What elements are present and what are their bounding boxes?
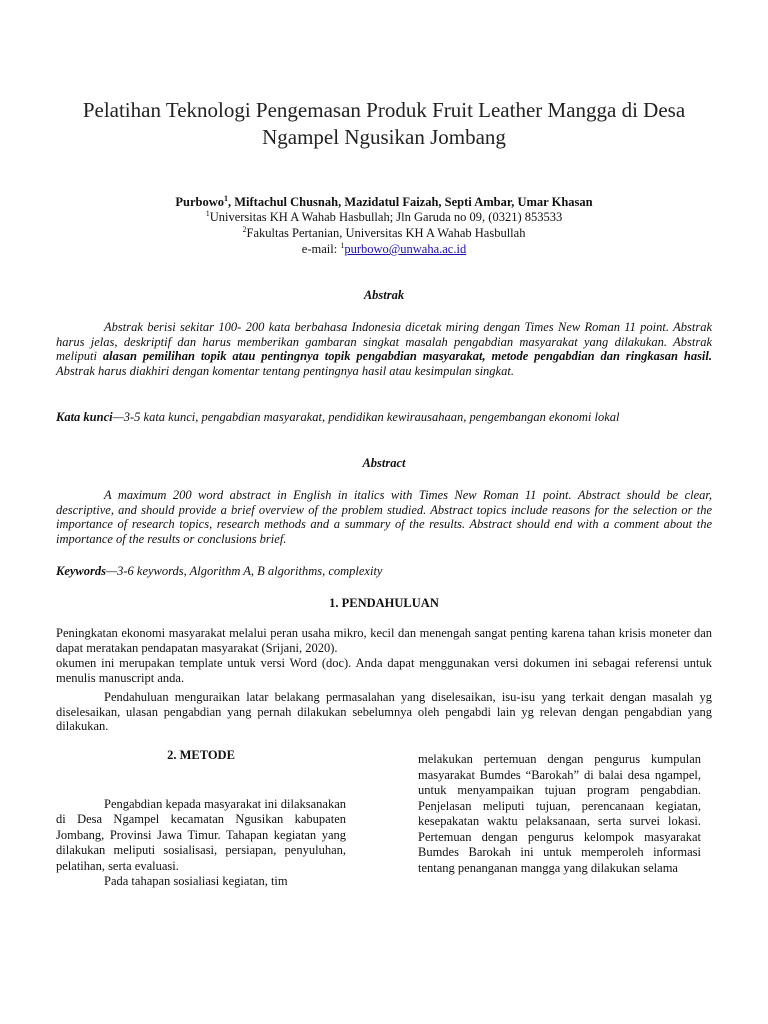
pendahuluan-paragraph-2: okumen ini merupakan template untuk versi Word (doc). Anda dapat menggunakan versi dokumen ini sebagai referensi untuk menulis manuscript anda.: [56, 656, 712, 685]
abstract-body: A maximum 200 word abstract in English in italics with Times New Roman 11 point. Abstract should be clear, descriptive, and should provide a brief overview of the problem studied. Abstract topics include reasons for the selection or the importance of research topics, research methods and a summary of the results. Abstract should end with a comment about the importance of the results or conclusions brief.: [56, 488, 712, 546]
email-line: [60, 242, 708, 257]
author-superscript: 1: [223, 193, 228, 203]
abstrak-text-part-2: Abstrak harus diakhiri dengan komentar tentang pentingnya hasil atau kesimpulan singkat.: [56, 363, 514, 378]
metode-heading: 2. METODE: [167, 748, 235, 762]
metode-paragraph-2: Pada tahapan sosialiasi kegiatan, tim: [104, 874, 288, 888]
email-label: e-mail:: [301, 242, 341, 256]
affiliation-1-text: Universitas KH A Wahab Hasbullah; Jln Garuda no 09, (0321) 853533: [209, 210, 563, 224]
affiliation-2-text: Fakultas Pertanian, Universitas KH A Wahab Hasbullah: [246, 226, 526, 240]
kata-kunci: [56, 410, 712, 425]
abstrak-body: [56, 320, 712, 378]
abstrak-text-bold: alasan pemilihan topik atau pentingnya topik pengabdian masyarakat, metode pengabdian dan ringkasan hasil.: [102, 349, 713, 364]
affiliation-2: [60, 226, 708, 241]
email-superscript: 1: [340, 240, 345, 250]
abstrak-heading: Abstrak: [363, 288, 405, 302]
keywords-text: —3-6 keywords, Algorithm A, B algorithms, complexity: [106, 564, 383, 578]
pendahuluan-paragraph-3: Pendahuluan menguraikan latar belakang permasalahan yang diselesaikan, isu-isu yang terkait dengan masalah yg diselesaikan, ulasan pengabdian yang pernah dilakukan sebelumnya oleh pengabdi lain yg relevan dengan pengabdian yang dilakukan.: [56, 690, 712, 734]
author-list: [60, 194, 708, 210]
paper-title: Pelatihan Teknologi Pengemasan Produk Fruit Leather Mangga di Desa Ngampel Ngusikan Jombang: [82, 98, 686, 149]
pendahuluan-paragraph-1: Peningkatan ekonomi masyarakat melalui peran usaha mikro, kecil dan menengah sangat penting karena tahan krisis moneter dan dapat meratakan pendapatan masyarakat (Srijani, 2020).: [56, 626, 712, 655]
metode-paragraph-1: Pengabdian kepada masyarakat ini dilaksanakan di Desa Ngampel kecamatan Ngusikan kabupaten Jombang, Provinsi Jawa Timur. Tahapan kegiatan yang dilakukan meliputi sosialisasi, persiapan, penyuluhan, pelatihan, serta evaluasi.: [56, 796, 346, 873]
first-author: Purbowo: [175, 195, 224, 209]
affiliation-2-superscript: 2: [242, 224, 247, 234]
affiliation-1: [60, 210, 708, 225]
keywords-label: Keywords: [56, 564, 106, 578]
abstrak-text-part-1: Abstrak berisi sekitar 100- 200 kata berbahasa Indonesia dicetak miring dengan Times New Roman 11 point. Abstrak harus jelas, deskriptif dan harus memberikan gambaran singkat masalah pengabdian masyarakat yang dilakukan. Abstrak meliputi: [56, 320, 712, 364]
metode-left-column: [56, 748, 346, 890]
abstract-heading: Abstract: [362, 456, 406, 470]
email-link[interactable]: purbowo@unwaha.ac.id: [344, 242, 467, 256]
keywords: [56, 564, 712, 579]
affiliation-1-superscript: 1: [205, 208, 210, 218]
kata-kunci-text: —3-5 kata kunci, pengabdian masyarakat, pendidikan kewirausahaan, pengembangan ekonomi lokal: [112, 410, 620, 424]
other-authors: , Miftachul Chusnah, Mazidatul Faizah, Septi Ambar, Umar Khasan: [227, 195, 593, 209]
kata-kunci-label: Kata kunci: [56, 410, 113, 424]
pendahuluan-heading: 1. PENDAHULUAN: [329, 596, 439, 610]
metode-right-paragraph: melakukan pertemuan dengan pengurus kumpulan masyarakat Bumdes “Barokah” di balai desa ngampel, untuk menyampaikan tujuan program pengabdian. Penjelasan meliputi tujuan, perencanaan kegiatan, kesepakatan waktu pelaksanaan, serta survei lokasi. Pertemuan dengan pengurus kelompok masyarakat Bumdes Barokah ini untuk memperoleh informasi tentang penanganan mangga yang dilakukan selama: [418, 752, 701, 875]
metode-right-column: [418, 752, 701, 876]
